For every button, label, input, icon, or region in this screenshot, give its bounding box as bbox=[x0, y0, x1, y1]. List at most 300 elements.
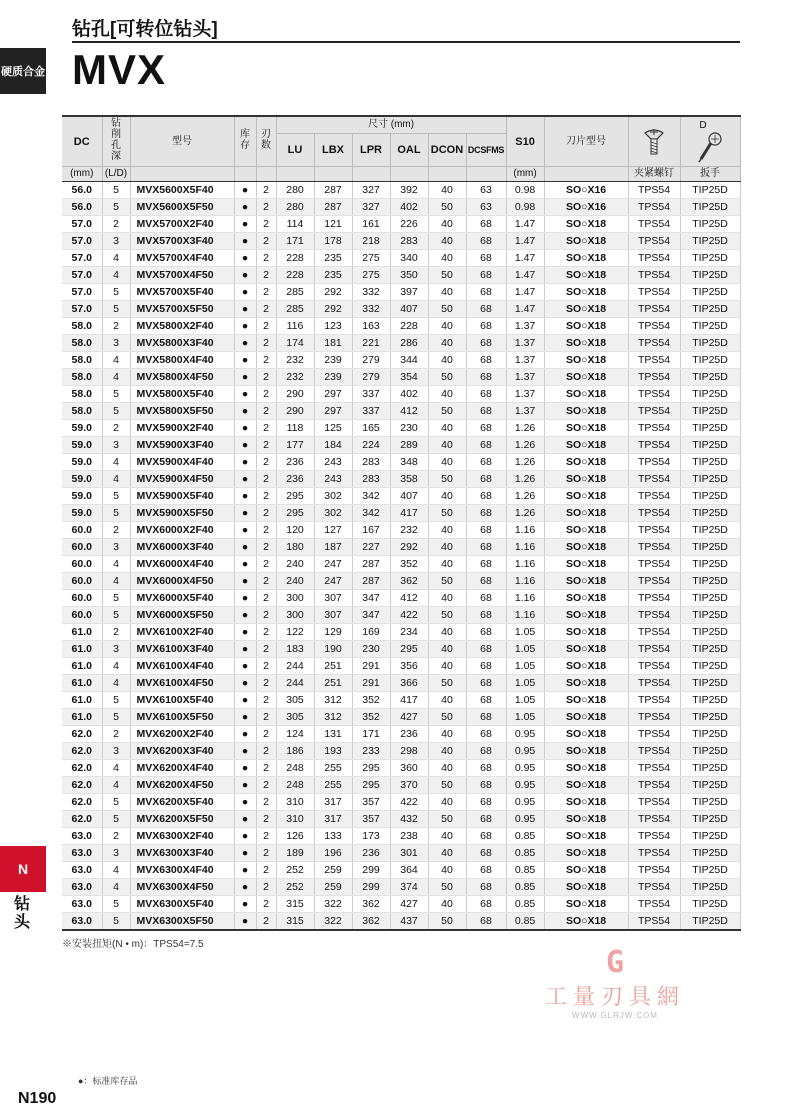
table-row bbox=[62, 284, 740, 301]
cell-depth: 5 bbox=[102, 301, 130, 318]
cell-screw: TPS54 bbox=[628, 879, 680, 896]
cell-flutes: 2 bbox=[256, 828, 276, 845]
cell-dcsfms: 68 bbox=[466, 675, 506, 692]
cell-screw: TPS54 bbox=[628, 284, 680, 301]
cell-dcsfms: 68 bbox=[466, 454, 506, 471]
cell-wrench: TIP25D bbox=[680, 624, 740, 641]
cell-dc: 60.0 bbox=[62, 590, 102, 607]
cell-stock: ● bbox=[234, 573, 256, 590]
cell-lpr: 291 bbox=[352, 658, 390, 675]
cell-screw: TPS54 bbox=[628, 607, 680, 624]
col-depth-label: 钻削孔深 bbox=[111, 118, 121, 162]
cell-dcon: 50 bbox=[428, 607, 466, 624]
cell-lbx: 312 bbox=[314, 709, 352, 726]
cell-dc: 62.0 bbox=[62, 726, 102, 743]
cell-flutes: 2 bbox=[256, 607, 276, 624]
cell-insert: SO○X18 bbox=[544, 522, 628, 539]
cell-depth: 5 bbox=[102, 386, 130, 403]
cell-model: MVX6100X5F50 bbox=[130, 709, 234, 726]
cell-lbx: 312 bbox=[314, 692, 352, 709]
cell-dcon: 40 bbox=[428, 352, 466, 369]
cell-depth: 5 bbox=[102, 913, 130, 931]
cell-s10: 1.47 bbox=[506, 216, 544, 233]
category-tab-label: 硬质合金 bbox=[1, 66, 45, 78]
table-row bbox=[62, 607, 740, 624]
cell-dc: 59.0 bbox=[62, 488, 102, 505]
cell-lu: 118 bbox=[276, 420, 314, 437]
cell-flutes: 2 bbox=[256, 335, 276, 352]
cell-dcon: 50 bbox=[428, 369, 466, 386]
cell-depth: 4 bbox=[102, 471, 130, 488]
cell-dc: 58.0 bbox=[62, 369, 102, 386]
cell-oal: 356 bbox=[390, 658, 428, 675]
table-row bbox=[62, 590, 740, 607]
cell-lbx: 287 bbox=[314, 182, 352, 199]
cell-lu: 171 bbox=[276, 233, 314, 250]
cell-lpr: 283 bbox=[352, 471, 390, 488]
cell-s10: 1.47 bbox=[506, 233, 544, 250]
cell-wrench: TIP25D bbox=[680, 760, 740, 777]
cell-model: MVX6000X2F40 bbox=[130, 522, 234, 539]
cell-lbx: 255 bbox=[314, 760, 352, 777]
cell-stock: ● bbox=[234, 335, 256, 352]
cell-dcsfms: 68 bbox=[466, 692, 506, 709]
cell-flutes: 2 bbox=[256, 284, 276, 301]
cell-model: MVX6200X4F40 bbox=[130, 760, 234, 777]
unit-s10: (mm) bbox=[506, 167, 544, 182]
cell-lpr: 279 bbox=[352, 369, 390, 386]
cell-screw: TPS54 bbox=[628, 471, 680, 488]
cell-lbx: 255 bbox=[314, 777, 352, 794]
cell-lpr: 352 bbox=[352, 709, 390, 726]
table-row bbox=[62, 913, 740, 931]
cell-dcon: 50 bbox=[428, 267, 466, 284]
cell-screw: TPS54 bbox=[628, 301, 680, 318]
cell-screw: TPS54 bbox=[628, 539, 680, 556]
cell-s10: 1.16 bbox=[506, 522, 544, 539]
cell-s10: 0.85 bbox=[506, 879, 544, 896]
cell-lbx: 178 bbox=[314, 233, 352, 250]
page-number: N190 bbox=[18, 1090, 57, 1107]
cell-oal: 236 bbox=[390, 726, 428, 743]
cell-wrench: TIP25D bbox=[680, 318, 740, 335]
cell-lpr: 347 bbox=[352, 590, 390, 607]
cell-dc: 61.0 bbox=[62, 709, 102, 726]
cell-screw: TPS54 bbox=[628, 505, 680, 522]
cell-oal: 340 bbox=[390, 250, 428, 267]
cell-wrench: TIP25D bbox=[680, 403, 740, 420]
cell-stock: ● bbox=[234, 267, 256, 284]
cell-lu: 295 bbox=[276, 505, 314, 522]
cell-flutes: 2 bbox=[256, 590, 276, 607]
cell-dcsfms: 68 bbox=[466, 896, 506, 913]
table-row bbox=[62, 828, 740, 845]
cell-dc: 59.0 bbox=[62, 420, 102, 437]
cell-dcon: 40 bbox=[428, 658, 466, 675]
cell-depth: 5 bbox=[102, 403, 130, 420]
cell-stock: ● bbox=[234, 879, 256, 896]
cell-flutes: 2 bbox=[256, 301, 276, 318]
cell-lbx: 259 bbox=[314, 862, 352, 879]
cell-flutes: 2 bbox=[256, 896, 276, 913]
cell-dcon: 40 bbox=[428, 284, 466, 301]
cell-flutes: 2 bbox=[256, 386, 276, 403]
cell-s10: 1.05 bbox=[506, 709, 544, 726]
cell-dcsfms: 68 bbox=[466, 556, 506, 573]
cell-insert: SO○X18 bbox=[544, 556, 628, 573]
table-row bbox=[62, 777, 740, 794]
cell-lbx: 302 bbox=[314, 505, 352, 522]
cell-dc: 61.0 bbox=[62, 624, 102, 641]
cell-lu: 232 bbox=[276, 369, 314, 386]
cell-s10: 1.05 bbox=[506, 658, 544, 675]
cell-wrench: TIP25D bbox=[680, 743, 740, 760]
cell-depth: 5 bbox=[102, 590, 130, 607]
cell-stock: ● bbox=[234, 539, 256, 556]
cell-dcsfms: 68 bbox=[466, 216, 506, 233]
cell-screw: TPS54 bbox=[628, 692, 680, 709]
cell-lpr: 295 bbox=[352, 777, 390, 794]
cell-s10: 1.26 bbox=[506, 454, 544, 471]
cell-s10: 0.85 bbox=[506, 845, 544, 862]
cell-depth: 2 bbox=[102, 216, 130, 233]
cell-lbx: 247 bbox=[314, 556, 352, 573]
table-row bbox=[62, 522, 740, 539]
cell-model: MVX6100X3F40 bbox=[130, 641, 234, 658]
cell-dc: 63.0 bbox=[62, 896, 102, 913]
cell-dcsfms: 68 bbox=[466, 471, 506, 488]
cell-lpr: 236 bbox=[352, 845, 390, 862]
col-lu: LU bbox=[276, 134, 314, 167]
cell-model: MVX6000X5F50 bbox=[130, 607, 234, 624]
cell-oal: 292 bbox=[390, 539, 428, 556]
table-row bbox=[62, 556, 740, 573]
cell-s10: 1.16 bbox=[506, 607, 544, 624]
cell-insert: SO○X18 bbox=[544, 709, 628, 726]
cell-flutes: 2 bbox=[256, 624, 276, 641]
cell-insert: SO○X18 bbox=[544, 454, 628, 471]
cell-dcsfms: 68 bbox=[466, 284, 506, 301]
cell-oal: 427 bbox=[390, 896, 428, 913]
cell-depth: 5 bbox=[102, 692, 130, 709]
cell-dcsfms: 68 bbox=[466, 794, 506, 811]
cell-wrench: TIP25D bbox=[680, 794, 740, 811]
cell-dc: 63.0 bbox=[62, 845, 102, 862]
cell-dcsfms: 68 bbox=[466, 760, 506, 777]
cell-depth: 2 bbox=[102, 318, 130, 335]
cell-lbx: 121 bbox=[314, 216, 352, 233]
unit-depth: (L/D) bbox=[102, 167, 130, 182]
cell-stock: ● bbox=[234, 420, 256, 437]
title-divider bbox=[72, 41, 740, 43]
cell-model: MVX6200X3F40 bbox=[130, 743, 234, 760]
cell-depth: 4 bbox=[102, 675, 130, 692]
cell-dcsfms: 68 bbox=[466, 743, 506, 760]
cell-insert: SO○X16 bbox=[544, 182, 628, 199]
cell-dc: 59.0 bbox=[62, 437, 102, 454]
col-oal: OAL bbox=[390, 134, 428, 167]
cell-lu: 295 bbox=[276, 488, 314, 505]
cell-lpr: 357 bbox=[352, 811, 390, 828]
cell-lbx: 322 bbox=[314, 896, 352, 913]
cell-wrench: TIP25D bbox=[680, 573, 740, 590]
cell-model: MVX5700X4F50 bbox=[130, 267, 234, 284]
cell-stock: ● bbox=[234, 607, 256, 624]
cell-wrench: TIP25D bbox=[680, 386, 740, 403]
cell-flutes: 2 bbox=[256, 811, 276, 828]
cell-lpr: 295 bbox=[352, 760, 390, 777]
cell-lbx: 196 bbox=[314, 845, 352, 862]
cell-model: MVX5900X3F40 bbox=[130, 437, 234, 454]
cell-lbx: 243 bbox=[314, 471, 352, 488]
cell-dc: 57.0 bbox=[62, 216, 102, 233]
cell-screw: TPS54 bbox=[628, 726, 680, 743]
cell-s10: 1.26 bbox=[506, 420, 544, 437]
cell-oal: 374 bbox=[390, 879, 428, 896]
cell-dcon: 40 bbox=[428, 743, 466, 760]
cell-screw: TPS54 bbox=[628, 250, 680, 267]
cell-wrench: TIP25D bbox=[680, 658, 740, 675]
cell-flutes: 2 bbox=[256, 777, 276, 794]
cell-lu: 252 bbox=[276, 879, 314, 896]
cell-model: MVX6100X4F40 bbox=[130, 658, 234, 675]
cell-lbx: 125 bbox=[314, 420, 352, 437]
cell-model: MVX5800X4F40 bbox=[130, 352, 234, 369]
cell-dcsfms: 68 bbox=[466, 488, 506, 505]
cell-s10: 1.37 bbox=[506, 369, 544, 386]
cell-flutes: 2 bbox=[256, 369, 276, 386]
cell-flutes: 2 bbox=[256, 556, 276, 573]
cell-dc: 61.0 bbox=[62, 658, 102, 675]
cell-depth: 4 bbox=[102, 369, 130, 386]
screw-icon bbox=[642, 127, 666, 157]
table-row bbox=[62, 794, 740, 811]
cell-s10: 1.37 bbox=[506, 352, 544, 369]
cell-model: MVX6200X5F50 bbox=[130, 811, 234, 828]
cell-dcon: 40 bbox=[428, 726, 466, 743]
table-row bbox=[62, 199, 740, 216]
cell-dcon: 50 bbox=[428, 675, 466, 692]
cell-model: MVX6200X2F40 bbox=[130, 726, 234, 743]
cell-insert: SO○X18 bbox=[544, 216, 628, 233]
cell-insert: SO○X18 bbox=[544, 658, 628, 675]
cell-depth: 5 bbox=[102, 182, 130, 199]
cell-wrench: TIP25D bbox=[680, 352, 740, 369]
cell-model: MVX5700X5F50 bbox=[130, 301, 234, 318]
table-row bbox=[62, 709, 740, 726]
cell-lpr: 291 bbox=[352, 675, 390, 692]
section-label: 钻头 bbox=[14, 896, 31, 931]
cell-lbx: 129 bbox=[314, 624, 352, 641]
cell-depth: 2 bbox=[102, 726, 130, 743]
cell-lpr: 218 bbox=[352, 233, 390, 250]
cell-depth: 2 bbox=[102, 522, 130, 539]
cell-stock: ● bbox=[234, 199, 256, 216]
table-row bbox=[62, 233, 740, 250]
cell-lu: 228 bbox=[276, 250, 314, 267]
cell-flutes: 2 bbox=[256, 692, 276, 709]
cell-wrench: TIP25D bbox=[680, 692, 740, 709]
cell-lpr: 221 bbox=[352, 335, 390, 352]
cell-s10: 0.98 bbox=[506, 199, 544, 216]
col-stock-label: 库存 bbox=[240, 129, 250, 151]
cell-model: MVX5900X5F40 bbox=[130, 488, 234, 505]
cell-insert: SO○X18 bbox=[544, 250, 628, 267]
cell-oal: 232 bbox=[390, 522, 428, 539]
cell-lu: 280 bbox=[276, 182, 314, 199]
cell-wrench: TIP25D bbox=[680, 301, 740, 318]
cell-wrench: TIP25D bbox=[680, 641, 740, 658]
cell-dcsfms: 68 bbox=[466, 267, 506, 284]
cell-depth: 3 bbox=[102, 641, 130, 658]
cell-depth: 5 bbox=[102, 505, 130, 522]
cell-flutes: 2 bbox=[256, 454, 276, 471]
cell-stock: ● bbox=[234, 556, 256, 573]
cell-dc: 62.0 bbox=[62, 794, 102, 811]
cell-s10: 0.85 bbox=[506, 896, 544, 913]
cell-dcsfms: 68 bbox=[466, 369, 506, 386]
cell-insert: SO○X18 bbox=[544, 777, 628, 794]
cell-stock: ● bbox=[234, 488, 256, 505]
cell-dcsfms: 68 bbox=[466, 250, 506, 267]
cell-lbx: 190 bbox=[314, 641, 352, 658]
cell-lpr: 362 bbox=[352, 896, 390, 913]
cell-dcsfms: 68 bbox=[466, 913, 506, 931]
cell-dc: 56.0 bbox=[62, 182, 102, 199]
cell-lu: 183 bbox=[276, 641, 314, 658]
cell-lpr: 352 bbox=[352, 692, 390, 709]
cell-stock: ● bbox=[234, 913, 256, 931]
cell-dc: 57.0 bbox=[62, 267, 102, 284]
cell-stock: ● bbox=[234, 284, 256, 301]
cell-wrench: TIP25D bbox=[680, 250, 740, 267]
table-row bbox=[62, 318, 740, 335]
category-tab-carbide[interactable] bbox=[0, 48, 46, 94]
cell-screw: TPS54 bbox=[628, 488, 680, 505]
cell-stock: ● bbox=[234, 233, 256, 250]
cell-lpr: 161 bbox=[352, 216, 390, 233]
cell-dcsfms: 68 bbox=[466, 624, 506, 641]
cell-lpr: 233 bbox=[352, 743, 390, 760]
cell-lbx: 322 bbox=[314, 913, 352, 931]
cell-dcon: 40 bbox=[428, 641, 466, 658]
cell-dc: 58.0 bbox=[62, 318, 102, 335]
cell-insert: SO○X18 bbox=[544, 760, 628, 777]
col-wrench-icon-cell bbox=[680, 116, 740, 167]
cell-lpr: 332 bbox=[352, 284, 390, 301]
cell-oal: 295 bbox=[390, 641, 428, 658]
cell-insert: SO○X18 bbox=[544, 301, 628, 318]
cell-lu: 244 bbox=[276, 658, 314, 675]
cell-lpr: 362 bbox=[352, 913, 390, 931]
cell-wrench: TIP25D bbox=[680, 284, 740, 301]
section-tab-n[interactable] bbox=[0, 846, 46, 892]
cell-wrench: TIP25D bbox=[680, 896, 740, 913]
cell-dc: 59.0 bbox=[62, 471, 102, 488]
cell-dcon: 40 bbox=[428, 420, 466, 437]
cell-screw: TPS54 bbox=[628, 437, 680, 454]
cell-flutes: 2 bbox=[256, 216, 276, 233]
cell-screw: TPS54 bbox=[628, 862, 680, 879]
cell-oal: 422 bbox=[390, 794, 428, 811]
cell-oal: 230 bbox=[390, 420, 428, 437]
cell-screw: TPS54 bbox=[628, 760, 680, 777]
cell-oal: 283 bbox=[390, 233, 428, 250]
cell-oal: 407 bbox=[390, 301, 428, 318]
cell-wrench: TIP25D bbox=[680, 777, 740, 794]
cell-s10: 1.16 bbox=[506, 556, 544, 573]
cell-oal: 366 bbox=[390, 675, 428, 692]
cell-lu: 236 bbox=[276, 471, 314, 488]
cell-screw: TPS54 bbox=[628, 794, 680, 811]
cell-flutes: 2 bbox=[256, 743, 276, 760]
cell-model: MVX5600X5F50 bbox=[130, 199, 234, 216]
cell-oal: 238 bbox=[390, 828, 428, 845]
cell-lu: 240 bbox=[276, 556, 314, 573]
cell-screw: TPS54 bbox=[628, 182, 680, 199]
cell-insert: SO○X18 bbox=[544, 845, 628, 862]
cell-screw: TPS54 bbox=[628, 556, 680, 573]
cell-insert: SO○X18 bbox=[544, 369, 628, 386]
cell-flutes: 2 bbox=[256, 182, 276, 199]
cell-lu: 285 bbox=[276, 284, 314, 301]
cell-lbx: 317 bbox=[314, 811, 352, 828]
cell-lpr: 327 bbox=[352, 182, 390, 199]
cell-screw: TPS54 bbox=[628, 199, 680, 216]
cell-stock: ● bbox=[234, 590, 256, 607]
col-dcsfms: DCSFMS bbox=[466, 134, 506, 167]
cell-s10: 1.37 bbox=[506, 403, 544, 420]
cell-dcon: 50 bbox=[428, 301, 466, 318]
cell-dcsfms: 68 bbox=[466, 811, 506, 828]
cell-screw: TPS54 bbox=[628, 454, 680, 471]
cell-dcsfms: 68 bbox=[466, 845, 506, 862]
cell-screw: TPS54 bbox=[628, 216, 680, 233]
cell-dcon: 50 bbox=[428, 709, 466, 726]
cell-s10: 0.85 bbox=[506, 913, 544, 931]
table-row bbox=[62, 624, 740, 641]
cell-stock: ● bbox=[234, 216, 256, 233]
cell-screw: TPS54 bbox=[628, 403, 680, 420]
watermark-logo: G bbox=[605, 945, 625, 980]
cell-wrench: TIP25D bbox=[680, 369, 740, 386]
cell-screw: TPS54 bbox=[628, 386, 680, 403]
cell-oal: 286 bbox=[390, 335, 428, 352]
cell-s10: 1.26 bbox=[506, 505, 544, 522]
cell-insert: SO○X18 bbox=[544, 267, 628, 284]
cell-lbx: 123 bbox=[314, 318, 352, 335]
cell-dc: 61.0 bbox=[62, 675, 102, 692]
cell-stock: ● bbox=[234, 403, 256, 420]
cell-dcon: 40 bbox=[428, 692, 466, 709]
cell-lbx: 235 bbox=[314, 267, 352, 284]
cell-s10: 1.16 bbox=[506, 590, 544, 607]
table-row bbox=[62, 811, 740, 828]
cell-dcsfms: 68 bbox=[466, 590, 506, 607]
cell-dcon: 40 bbox=[428, 250, 466, 267]
cell-screw: TPS54 bbox=[628, 420, 680, 437]
cell-dc: 61.0 bbox=[62, 692, 102, 709]
cell-s10: 0.95 bbox=[506, 794, 544, 811]
cell-dcon: 40 bbox=[428, 624, 466, 641]
cell-screw: TPS54 bbox=[628, 811, 680, 828]
cell-model: MVX6000X5F40 bbox=[130, 590, 234, 607]
table-row bbox=[62, 216, 740, 233]
table-row bbox=[62, 403, 740, 420]
cell-model: MVX5700X5F40 bbox=[130, 284, 234, 301]
cell-lpr: 287 bbox=[352, 556, 390, 573]
cell-depth: 2 bbox=[102, 420, 130, 437]
